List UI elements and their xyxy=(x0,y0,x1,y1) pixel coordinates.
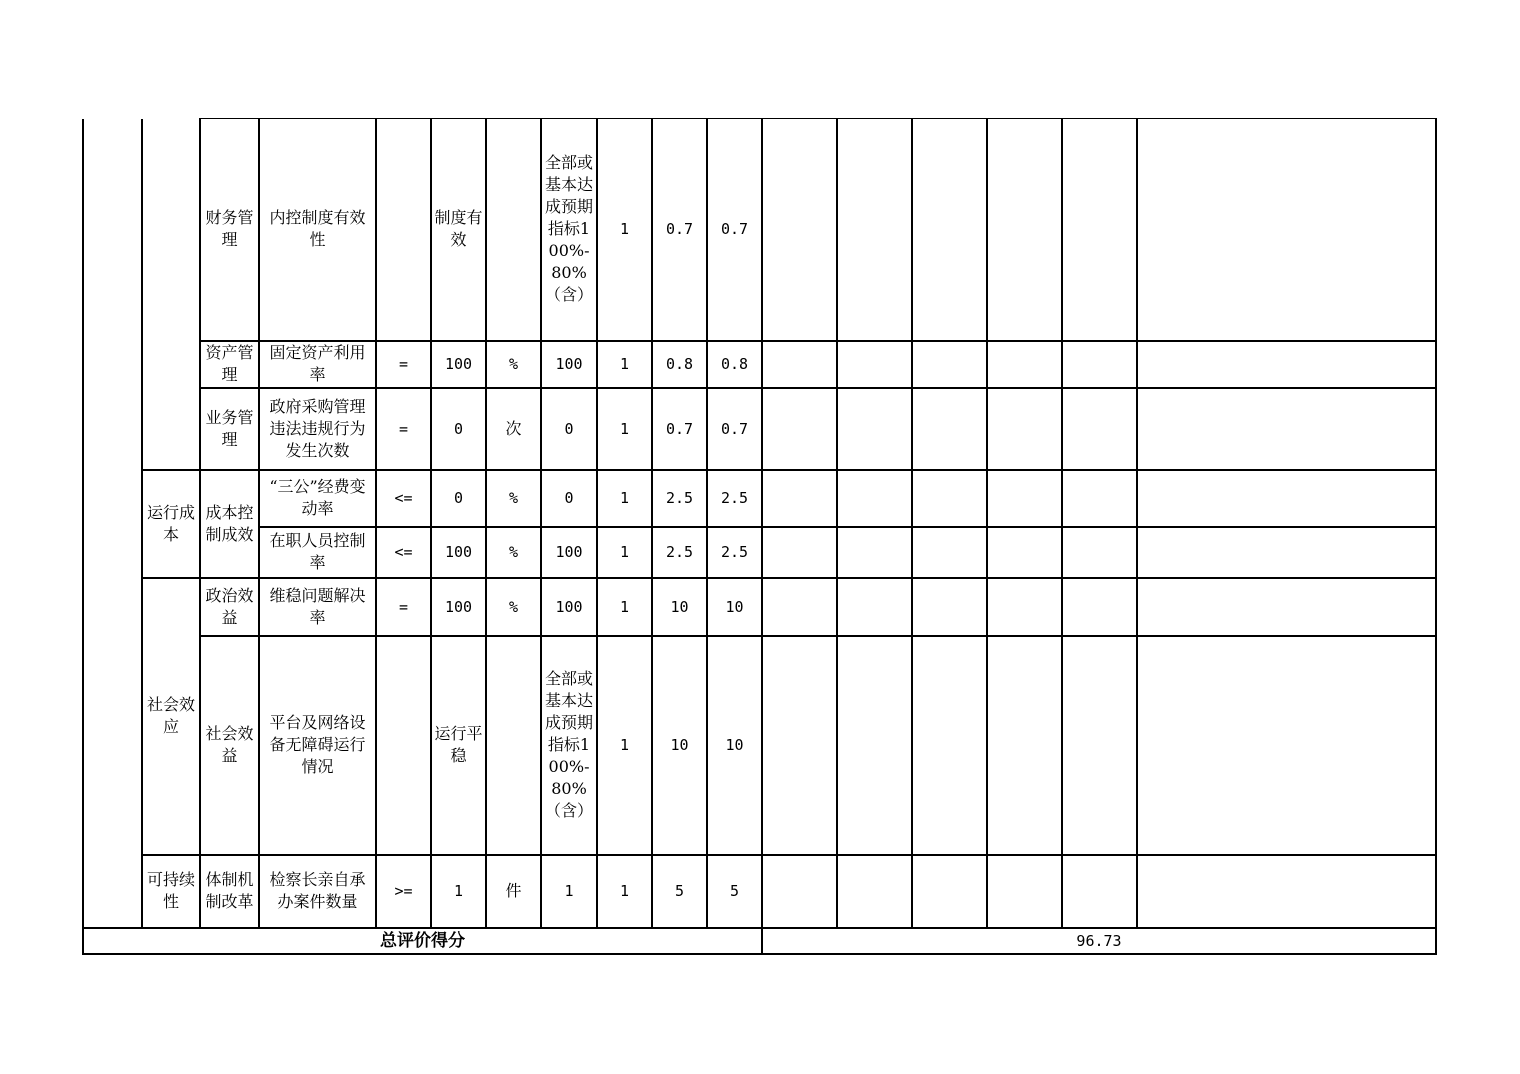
operator-cell: = xyxy=(376,388,431,470)
table-row xyxy=(83,855,1436,928)
actual-cell: 100 xyxy=(541,527,597,578)
actual-cell: 1 xyxy=(541,855,597,928)
indicator-cell: 政府采购管理违法违规行为发生次数 xyxy=(259,388,376,470)
table-row xyxy=(83,388,1436,470)
value-cell-2: 2.5 xyxy=(652,470,707,527)
target-cell: 1 xyxy=(431,855,486,928)
remarks-cell xyxy=(1137,527,1436,578)
unit-cell: % xyxy=(486,341,541,388)
empty-cell xyxy=(987,470,1062,527)
unit-cell: % xyxy=(486,470,541,527)
subcategory-cell: 资产管理 xyxy=(200,341,259,388)
empty-cell xyxy=(912,578,987,636)
total-score-value: 96.73 xyxy=(762,928,1436,954)
empty-cell xyxy=(837,119,912,341)
remarks-cell xyxy=(1137,855,1436,928)
remarks-cell xyxy=(1137,636,1436,855)
indicator-cell: 平台及网络设备无障碍运行情况 xyxy=(259,636,376,855)
empty-cell xyxy=(1062,527,1137,578)
indicator-cell: “三公”经费变动率 xyxy=(259,470,376,527)
empty-cell xyxy=(837,578,912,636)
subcategory-cell: 成本控制成效 xyxy=(200,470,259,578)
empty-cell xyxy=(987,527,1062,578)
value-cell-1: 1 xyxy=(597,388,652,470)
empty-cell xyxy=(837,636,912,855)
empty-cell xyxy=(762,470,837,527)
empty-cell xyxy=(1062,119,1137,341)
target-cell: 0 xyxy=(431,388,486,470)
value-cell-3: 2.5 xyxy=(707,470,762,527)
remarks-cell xyxy=(1137,578,1436,636)
category-cell: 运行成本 xyxy=(142,470,200,578)
table-row xyxy=(83,470,1436,527)
value-cell-1: 1 xyxy=(597,119,652,341)
operator-cell: = xyxy=(376,578,431,636)
empty-cell xyxy=(987,119,1062,341)
value-cell-2: 0.8 xyxy=(652,341,707,388)
subcategory-cell: 政治效益 xyxy=(200,578,259,636)
indicator-cell: 固定资产利用率 xyxy=(259,341,376,388)
empty-cell xyxy=(912,119,987,341)
level1-category-cell xyxy=(83,119,142,928)
value-cell-3: 10 xyxy=(707,578,762,636)
empty-cell xyxy=(1062,855,1137,928)
indicator-cell: 内控制度有效性 xyxy=(259,119,376,341)
indicator-cell: 在职人员控制率 xyxy=(259,527,376,578)
value-cell-1: 1 xyxy=(597,578,652,636)
empty-cell xyxy=(1062,470,1137,527)
indicator-cell: 检察长亲自承办案件数量 xyxy=(259,855,376,928)
unit-cell: 次 xyxy=(486,388,541,470)
value-cell-2: 0.7 xyxy=(652,119,707,341)
actual-cell: 0 xyxy=(541,470,597,527)
empty-cell xyxy=(912,636,987,855)
empty-cell xyxy=(762,527,837,578)
operator-cell: <= xyxy=(376,470,431,527)
operator-cell xyxy=(376,119,431,341)
empty-cell xyxy=(987,388,1062,470)
target-cell: 运行平稳 xyxy=(431,636,486,855)
table-row xyxy=(83,341,1436,388)
value-cell-1: 1 xyxy=(597,855,652,928)
value-cell-3: 2.5 xyxy=(707,527,762,578)
category-cell: 社会效应 xyxy=(142,578,200,855)
table-row xyxy=(83,527,1436,578)
value-cell-2: 2.5 xyxy=(652,527,707,578)
target-cell: 0 xyxy=(431,470,486,527)
empty-cell xyxy=(837,341,912,388)
empty-cell xyxy=(837,470,912,527)
empty-cell xyxy=(987,341,1062,388)
empty-cell xyxy=(912,341,987,388)
table-row xyxy=(83,119,1436,341)
empty-cell xyxy=(1062,578,1137,636)
actual-cell: 100 xyxy=(541,578,597,636)
unit-cell: % xyxy=(486,527,541,578)
unit-cell xyxy=(486,119,541,341)
operator-cell: <= xyxy=(376,527,431,578)
empty-cell xyxy=(837,527,912,578)
subcategory-cell: 社会效益 xyxy=(200,636,259,855)
value-cell-3: 0.8 xyxy=(707,341,762,388)
operator-cell: = xyxy=(376,341,431,388)
total-score-label: 总评价得分 xyxy=(83,928,762,954)
target-cell: 100 xyxy=(431,527,486,578)
performance-evaluation-table xyxy=(82,118,1437,955)
value-cell-3: 10 xyxy=(707,636,762,855)
empty-cell xyxy=(762,119,837,341)
empty-cell xyxy=(987,636,1062,855)
empty-cell xyxy=(987,578,1062,636)
unit-cell: % xyxy=(486,578,541,636)
value-cell-1: 1 xyxy=(597,341,652,388)
value-cell-2: 5 xyxy=(652,855,707,928)
category-cell: 可持续性 xyxy=(142,855,200,928)
empty-cell xyxy=(762,855,837,928)
value-cell-1: 1 xyxy=(597,636,652,855)
empty-cell xyxy=(762,636,837,855)
value-cell-1: 1 xyxy=(597,527,652,578)
remarks-cell xyxy=(1137,470,1436,527)
empty-cell xyxy=(912,388,987,470)
actual-cell: 0 xyxy=(541,388,597,470)
actual-cell: 100 xyxy=(541,341,597,388)
subcategory-cell: 业务管理 xyxy=(200,388,259,470)
table-row xyxy=(83,636,1436,855)
subcategory-cell: 体制机制改革 xyxy=(200,855,259,928)
value-cell-2: 10 xyxy=(652,636,707,855)
category-cell xyxy=(142,119,200,470)
operator-cell: >= xyxy=(376,855,431,928)
value-cell-3: 5 xyxy=(707,855,762,928)
table-row xyxy=(83,578,1436,636)
empty-cell xyxy=(1062,388,1137,470)
empty-cell xyxy=(1062,341,1137,388)
unit-cell xyxy=(486,636,541,855)
empty-cell xyxy=(762,341,837,388)
subcategory-cell: 财务管理 xyxy=(200,119,259,341)
value-cell-3: 0.7 xyxy=(707,119,762,341)
operator-cell xyxy=(376,636,431,855)
remarks-cell xyxy=(1137,119,1436,341)
target-cell: 制度有效 xyxy=(431,119,486,341)
target-cell: 100 xyxy=(431,578,486,636)
unit-cell: 件 xyxy=(486,855,541,928)
empty-cell xyxy=(762,578,837,636)
empty-cell xyxy=(762,388,837,470)
empty-cell xyxy=(837,855,912,928)
actual-cell: 全部或基本达成预期指标100%-80%（含） xyxy=(541,636,597,855)
empty-cell xyxy=(912,855,987,928)
empty-cell xyxy=(987,855,1062,928)
target-cell: 100 xyxy=(431,341,486,388)
value-cell-1: 1 xyxy=(597,470,652,527)
actual-cell: 全部或基本达成预期指标100%-80%（含） xyxy=(541,119,597,341)
indicator-cell: 维稳问题解决率 xyxy=(259,578,376,636)
value-cell-2: 0.7 xyxy=(652,388,707,470)
empty-cell xyxy=(837,388,912,470)
remarks-cell xyxy=(1137,341,1436,388)
value-cell-2: 10 xyxy=(652,578,707,636)
empty-cell xyxy=(912,527,987,578)
empty-cell xyxy=(912,470,987,527)
value-cell-3: 0.7 xyxy=(707,388,762,470)
empty-cell xyxy=(1062,636,1137,855)
total-row xyxy=(83,928,1436,954)
remarks-cell xyxy=(1137,388,1436,470)
